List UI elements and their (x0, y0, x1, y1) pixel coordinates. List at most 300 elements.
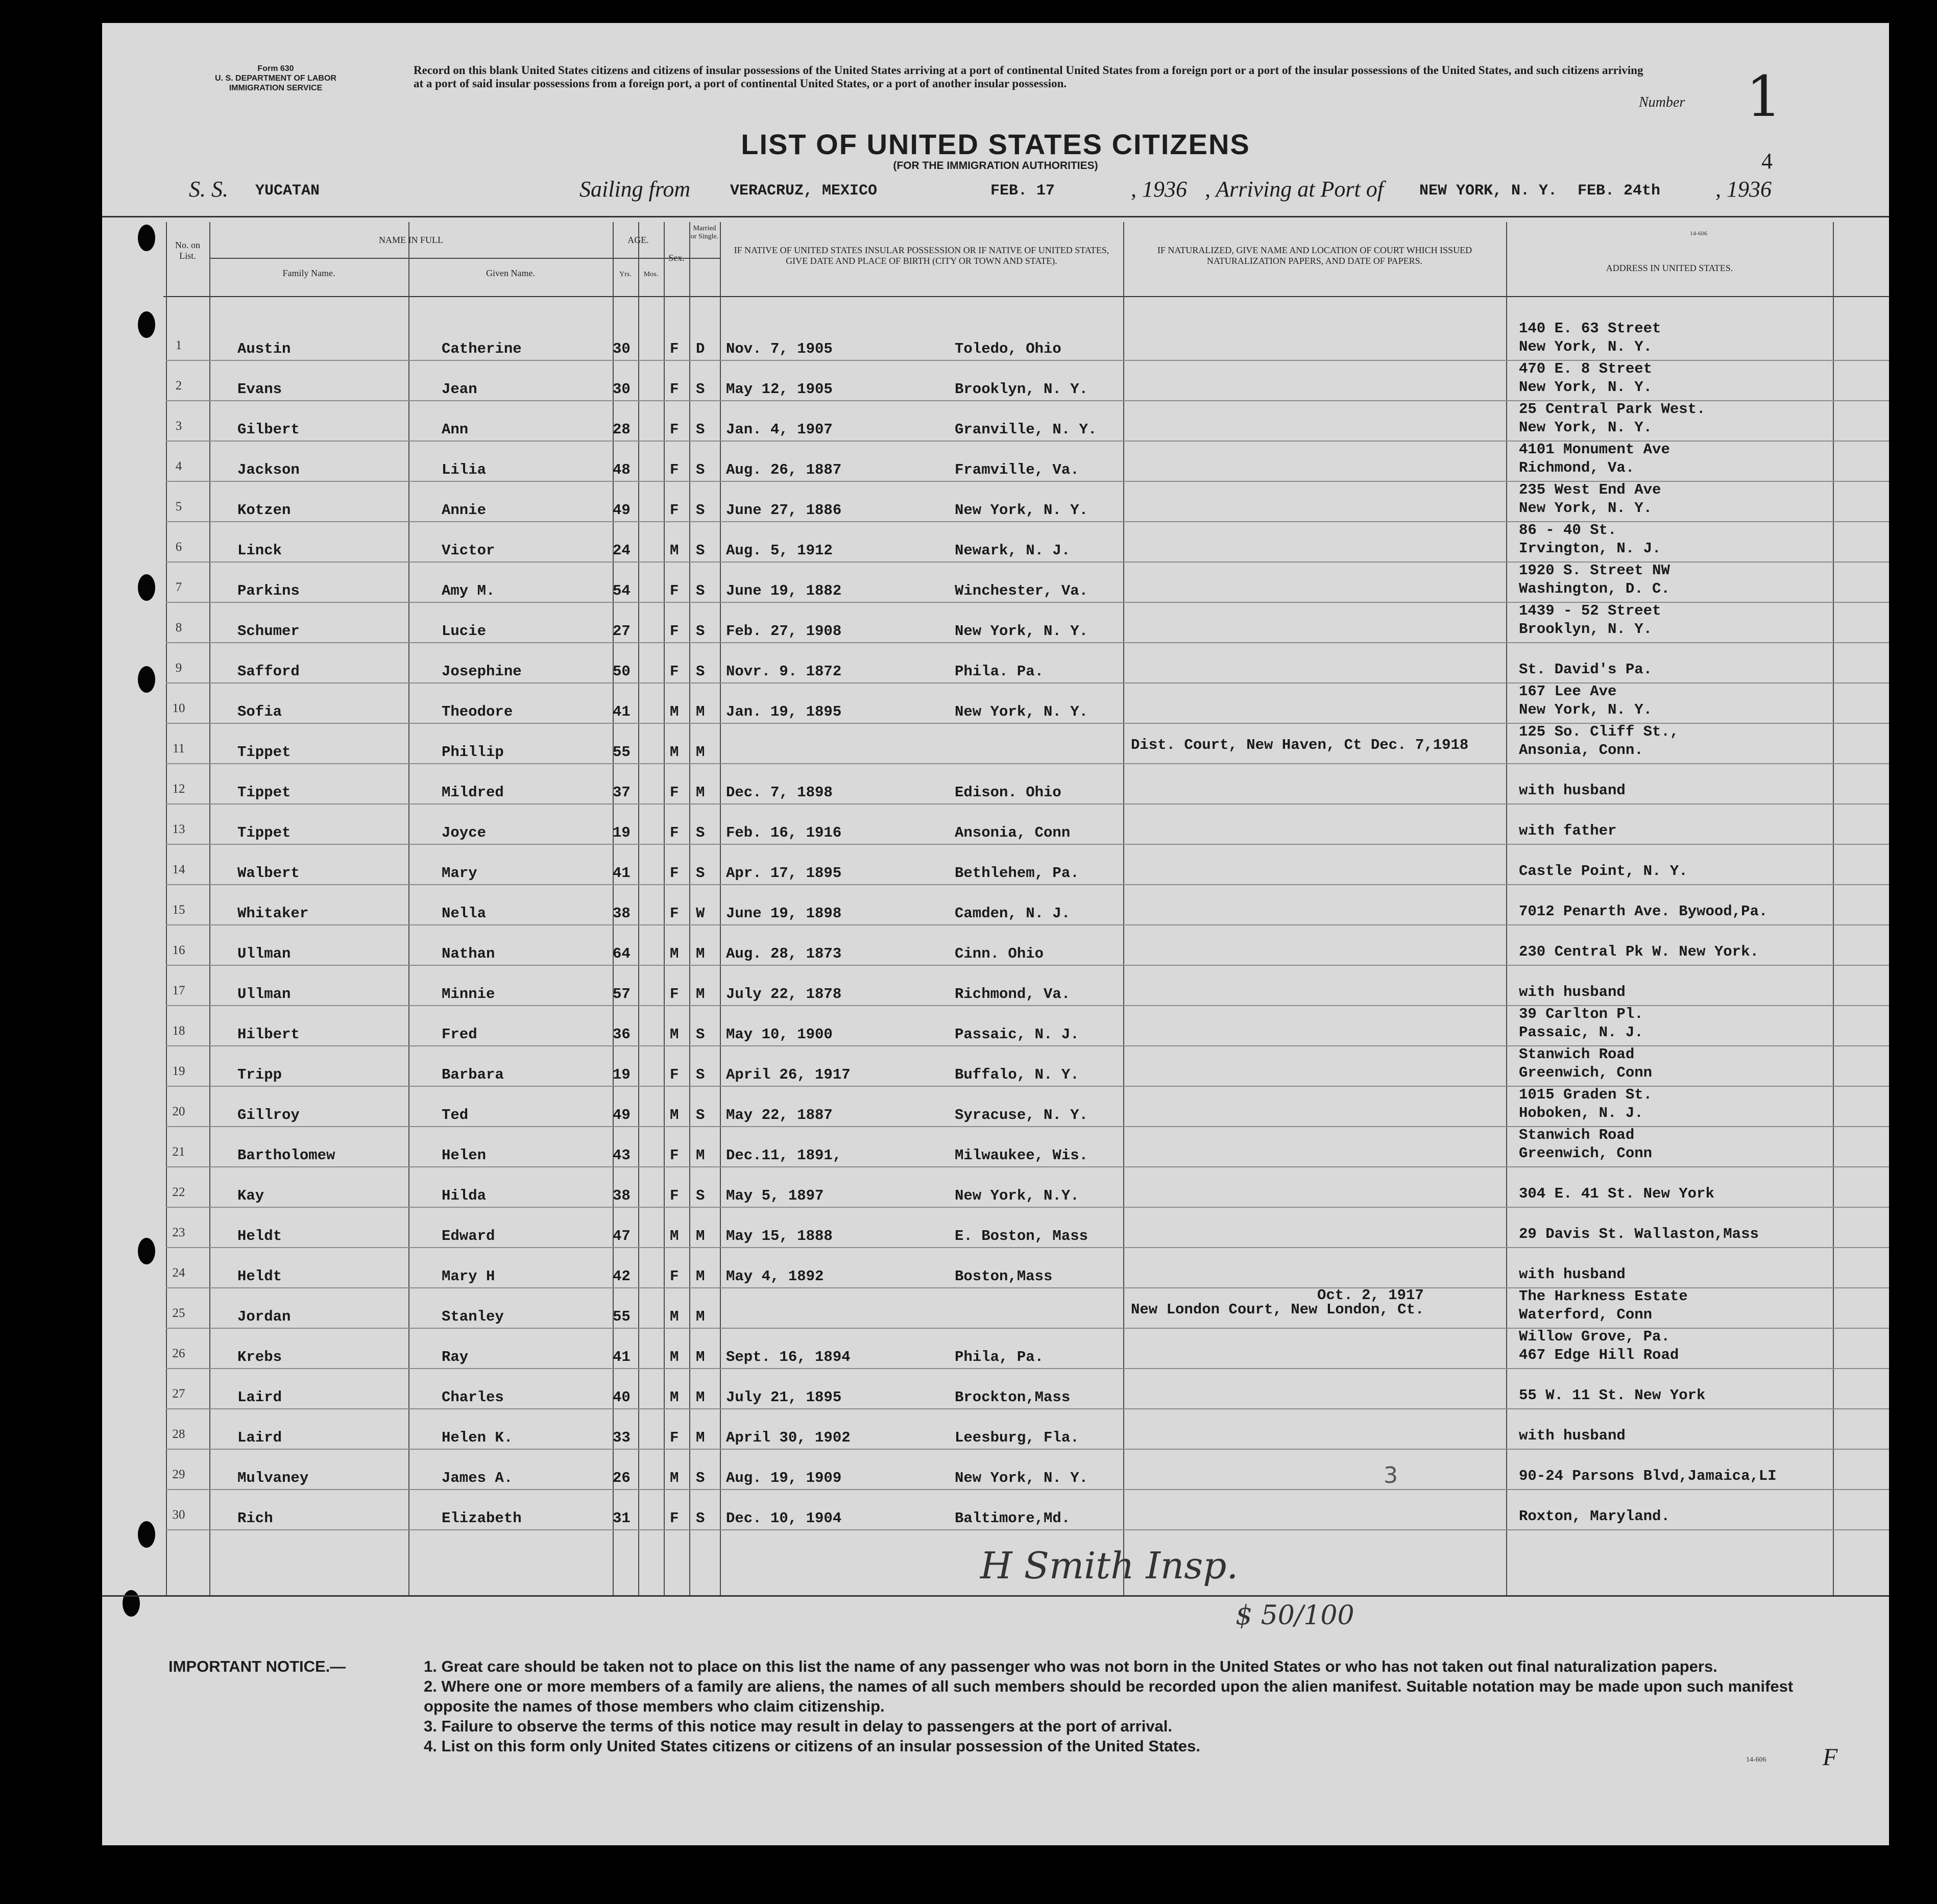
cell-place: Granville, N. Y. (955, 421, 1097, 438)
cell-sex: F (670, 623, 679, 640)
notice-item-3: 3. Failure to observe the terms of this notice may result in delay to passengers at the port of arrival. (424, 1717, 1173, 1735)
cell-addr2: Passaic, N. J. (1519, 1024, 1643, 1041)
cell-age: 50 (613, 663, 631, 680)
cell-given: Nathan (442, 945, 495, 962)
cell-date: Feb. 16, 1916 (726, 824, 842, 841)
cell-family: Jordan (237, 1308, 291, 1325)
cell-place: E. Boston, Mass (955, 1228, 1088, 1244)
cell-addr2: with husband (1519, 984, 1626, 1000)
cell-age: 41 (613, 1349, 631, 1365)
cell-addr2: Greenwich, Conn (1519, 1064, 1653, 1081)
cell-date: Apr. 17, 1895 (726, 865, 842, 882)
cell-addr2: Waterford, Conn (1519, 1306, 1653, 1323)
row-rule (166, 1489, 1889, 1490)
cell-given: Nella (442, 905, 487, 922)
cell-age: 37 (613, 784, 631, 801)
cell-no: 9 (175, 661, 182, 675)
cell-age: 28 (613, 421, 631, 438)
cell-no: 4 (175, 459, 182, 473)
cell-family: Rich (237, 1510, 273, 1527)
cell-age: 64 (613, 945, 631, 962)
cell-ms: S (696, 502, 705, 519)
cell-family: Tippet (237, 744, 291, 761)
cell-family: Kay (237, 1187, 264, 1204)
row-rule (166, 1368, 1889, 1369)
cell-family: Linck (237, 542, 282, 559)
cell-ms: S (696, 663, 705, 680)
cell-no: 12 (172, 782, 185, 796)
row-rule (166, 763, 1889, 764)
cell-place: Bethlehem, Pa. (955, 865, 1079, 882)
cell-family: Bartholomew (237, 1147, 335, 1164)
cell-sex: M (670, 542, 679, 559)
cell-no: 20 (172, 1105, 185, 1118)
cell-sex: F (670, 824, 679, 841)
row-rule (166, 924, 1889, 925)
arriving-date: FEB. 24th (1578, 182, 1661, 200)
punch-hole (138, 666, 155, 693)
cell-place: Buffalo, N. Y. (955, 1066, 1079, 1083)
cell-family: Krebs (237, 1349, 282, 1365)
cell-age: 43 (613, 1147, 631, 1164)
cell-sex: M (670, 703, 679, 720)
cell-ms: M (696, 1147, 705, 1164)
cell-age: 26 (613, 1470, 631, 1486)
cell-sex: M (670, 1308, 679, 1325)
cell-age: 24 (613, 542, 631, 559)
cell-place: Phila. Pa. (955, 663, 1044, 680)
page-title: LIST OF UNITED STATES CITIZENS (741, 128, 1250, 160)
cell-given: Jean (442, 381, 477, 398)
cell-place: Winchester, Va. (955, 582, 1088, 599)
inspector-signature: H Smith Insp. (980, 1544, 1239, 1587)
cell-date: April 30, 1902 (726, 1429, 851, 1446)
cell-family: Sofia (237, 703, 282, 720)
cell-family: Hilbert (237, 1026, 300, 1043)
table-top-rule (102, 216, 1889, 217)
cell-no: 29 (172, 1468, 185, 1481)
sailing-date: FEB. 17 (990, 182, 1055, 200)
cell-family: Schumer (237, 623, 300, 640)
cell-addr1: 86 - 40 St. (1519, 522, 1617, 539)
cell-no: 5 (175, 500, 182, 514)
row-rule (166, 642, 1889, 643)
cell-addr1: The Harkness Estate (1519, 1288, 1688, 1305)
cell-given: Josephine (442, 663, 522, 680)
cell-ms: S (696, 1066, 705, 1083)
cell-date: May 5, 1897 (726, 1187, 824, 1204)
row-rule (166, 1166, 1889, 1167)
cell-family: Laird (237, 1389, 282, 1406)
cell-place: Brockton,Mass (955, 1389, 1071, 1406)
cell-ms: S (696, 623, 705, 640)
col-header-age: AGE. (627, 235, 649, 245)
row-rule (166, 884, 1889, 885)
col-header-mos: Mos. (643, 271, 659, 278)
cell-place: Passaic, N. J. (955, 1026, 1079, 1043)
cell-place: Edison. Ohio (955, 784, 1061, 801)
cell-ms: M (696, 1268, 705, 1285)
cell-age: 30 (613, 340, 631, 357)
manifest-sheet (102, 23, 1889, 1845)
cell-ms: S (696, 1187, 705, 1204)
cell-age: 55 (613, 744, 631, 761)
cell-age: 41 (613, 865, 631, 882)
col-rule (209, 222, 210, 1595)
cell-date: Aug. 28, 1873 (726, 945, 842, 962)
cell-sex: F (670, 905, 679, 922)
cell-given: Fred (442, 1026, 477, 1043)
cell-nat-date: Oct. 2, 1917 (1317, 1287, 1424, 1304)
cell-place: New York, N. Y. (955, 502, 1088, 519)
cell-sex: F (670, 582, 679, 599)
cell-no: 25 (172, 1306, 185, 1320)
cell-addr2: New York, N. Y. (1519, 701, 1653, 718)
cell-addr1: Stanwich Road (1519, 1127, 1635, 1143)
cell-given: Victor (442, 542, 495, 559)
sailing-label: Sailing from (579, 177, 691, 202)
cell-sex: F (670, 461, 679, 478)
cell-family: Ullman (237, 986, 291, 1003)
cell-age: 30 (613, 381, 631, 398)
cell-sex: F (670, 1429, 679, 1446)
cell-addr1: 235 West End Ave (1519, 481, 1661, 498)
cell-given: Charles (442, 1389, 504, 1406)
cell-no: 8 (175, 621, 182, 634)
cell-no: 3 (175, 419, 182, 433)
row-rule (166, 1529, 1889, 1530)
cell-no: 23 (172, 1226, 185, 1239)
col-header-birth: IF NATIVE OF UNITED STATES INSULAR POSSESSION OR IF NATIVE OF UNITED STATES, GIVE DATE AND PLACE OF BIRTH (CITY OR TOWN AND STATE). (734, 245, 1109, 266)
cell-date: April 26, 1917 (726, 1066, 851, 1083)
cell-addr1: 1439 - 52 Street (1519, 602, 1661, 619)
cell-no: 10 (172, 701, 185, 715)
cell-ms: M (696, 1389, 705, 1406)
cell-sex: F (670, 1187, 679, 1204)
cell-addr1: 470 E. 8 Street (1519, 360, 1653, 377)
cell-family: Heldt (237, 1268, 282, 1285)
col-header-family: Family Name. (282, 268, 335, 278)
arriving-port: NEW YORK, N. Y. (1419, 182, 1558, 200)
cell-sex: M (670, 1389, 679, 1406)
cell-no: 1 (175, 338, 182, 352)
cell-family: Walbert (237, 865, 300, 882)
row-rule (166, 844, 1889, 845)
cell-family: Whitaker (237, 905, 309, 922)
cell-addr1: 25 Central Park West. (1519, 401, 1706, 418)
cell-given: Elizabeth (442, 1510, 522, 1527)
cell-ms: S (696, 1026, 705, 1043)
center-mark: 3 (1384, 1462, 1398, 1488)
cell-ms: M (696, 703, 705, 720)
notice-heading: IMPORTANT NOTICE.— (168, 1657, 346, 1675)
page-subtitle: (FOR THE IMMIGRATION AUTHORITIES) (893, 160, 1098, 172)
cell-addr2: Irvington, N. J. (1519, 540, 1661, 557)
cell-given: Mildred (442, 784, 504, 801)
cell-sex: M (670, 744, 679, 761)
cell-ms: S (696, 542, 705, 559)
form-number: Form 630 (257, 64, 294, 73)
cell-addr2: Brooklyn, N. Y. (1519, 621, 1653, 638)
cell-addr2: 304 E. 41 St. New York (1519, 1185, 1714, 1202)
cell-ms: M (696, 1429, 705, 1446)
punch-hole (138, 574, 155, 601)
cell-ms: M (696, 784, 705, 801)
cell-addr2: Richmond, Va. (1519, 459, 1635, 476)
col-rule (689, 222, 690, 1595)
cell-given: Ted (442, 1107, 469, 1124)
cell-sex: M (670, 1107, 679, 1124)
cell-sex: F (670, 865, 679, 882)
cell-place: Brooklyn, N. Y. (955, 381, 1088, 398)
cell-addr2: with father (1519, 822, 1617, 839)
cell-date: Feb. 27, 1908 (726, 623, 842, 640)
cell-date: June 19, 1882 (726, 582, 842, 599)
cell-age: 49 (613, 1107, 631, 1124)
cell-addr2: Ansonia, Conn. (1519, 742, 1643, 759)
col-header-sex: Sex. (668, 253, 685, 263)
cell-family: Kotzen (237, 502, 291, 519)
punch-hole (138, 311, 155, 338)
cell-place: Boston,Mass (955, 1268, 1053, 1285)
cell-addr2: 230 Central Pk W. New York. (1519, 943, 1759, 960)
cell-no: 2 (175, 379, 182, 393)
cell-sex: F (670, 986, 679, 1003)
cell-ms: D (696, 340, 705, 357)
cell-nat: New London Court, New London, Ct. (1131, 1301, 1424, 1318)
form-code: 14-606 (1746, 1756, 1766, 1764)
cell-ms: M (696, 986, 705, 1003)
cell-no: 16 (172, 943, 185, 957)
cell-ms: S (696, 1107, 705, 1124)
cell-addr2: Greenwich, Conn (1519, 1145, 1653, 1162)
cell-given: Theodore (442, 703, 513, 720)
cell-sex: F (670, 421, 679, 438)
cell-date: July 21, 1895 (726, 1389, 842, 1406)
cell-age: 33 (613, 1429, 631, 1446)
cell-date: Aug. 5, 1912 (726, 542, 833, 559)
punch-hole (138, 1521, 155, 1548)
row-rule (166, 682, 1889, 684)
col-header-yrs: Yrs. (619, 271, 632, 278)
cell-place: Toledo, Ohio (955, 340, 1061, 357)
cell-age: 54 (613, 582, 631, 599)
cell-age: 57 (613, 986, 631, 1003)
cell-sex: M (670, 1349, 679, 1365)
punch-hole (138, 1238, 155, 1264)
cell-age: 31 (613, 1510, 631, 1527)
cell-no: 19 (172, 1064, 185, 1078)
cell-ms: S (696, 461, 705, 478)
cell-date: Nov. 7, 1905 (726, 340, 833, 357)
punch-hole (138, 225, 155, 251)
cell-place: Leesburg, Fla. (955, 1429, 1079, 1446)
cell-nat: Dist. Court, New Haven, Ct Dec. 7,1918 (1131, 737, 1469, 753)
cell-addr1: 125 So. Cliff St., (1519, 723, 1679, 740)
cell-given: Minnie (442, 986, 495, 1003)
cell-addr2: New York, N. Y. (1519, 419, 1653, 436)
punch-hole (123, 1590, 140, 1617)
cell-given: Barbara (442, 1066, 504, 1083)
cell-given: Phillip (442, 744, 504, 761)
department: U. S. DEPARTMENT OF LABOR (215, 74, 336, 83)
cell-date: Dec. 10, 1904 (726, 1510, 842, 1527)
col-rule (408, 222, 409, 1595)
cell-ms: M (696, 945, 705, 962)
cell-age: 42 (613, 1268, 631, 1285)
cell-addr1: 1920 S. Street NW (1519, 562, 1670, 579)
col-header-naturalized: IF NATURALIZED, GIVE NAME AND LOCATION OF COURT WHICH ISSUED NATURALIZATION PAPERS, AND DATE OF PAPERS. (1157, 245, 1472, 266)
cell-sex: M (670, 1026, 679, 1043)
row-rule (166, 1207, 1889, 1208)
cell-no: 11 (172, 742, 185, 755)
cell-date: Dec. 7, 1898 (726, 784, 833, 801)
number-value: 1 (1746, 64, 1782, 129)
table-bottom-rule (102, 1595, 1889, 1597)
cell-family: Laird (237, 1429, 282, 1446)
col-rule (1506, 222, 1507, 1595)
cell-addr2: St. David's Pa. (1519, 661, 1653, 678)
cell-family: Austin (237, 340, 291, 357)
cell-addr1: 140 E. 63 Street (1519, 320, 1661, 337)
cell-ms: S (696, 865, 705, 882)
cell-age: 38 (613, 1187, 631, 1204)
cell-place: Ansonia, Conn (955, 824, 1071, 841)
cell-ms: M (696, 744, 705, 761)
cell-addr1: 1015 Graden St. (1519, 1086, 1653, 1103)
cell-addr2: Washington, D. C. (1519, 580, 1670, 597)
cell-place: New York, N.Y. (955, 1187, 1079, 1204)
cell-place: Framville, Va. (955, 461, 1079, 478)
cell-age: 49 (613, 502, 631, 519)
cell-sex: F (670, 1268, 679, 1285)
cell-age: 19 (613, 1066, 631, 1083)
notice-item-1: 1. Great care should be taken not to place on this list the name of any passenger who was not born in the United States or who has not taken out final naturalization papers. (424, 1657, 1717, 1675)
cell-family: Tripp (237, 1066, 282, 1083)
cell-ms: M (696, 1349, 705, 1365)
cell-given: Joyce (442, 824, 487, 841)
cell-given: Helen K. (442, 1429, 513, 1446)
cell-family: Gillroy (237, 1107, 300, 1124)
ship-name: YUCATAN (255, 182, 320, 200)
cell-date: May 4, 1892 (726, 1268, 824, 1285)
sailing-year: , 1936 (1131, 177, 1187, 202)
cell-no: 24 (172, 1266, 185, 1280)
cell-given: Lilia (442, 461, 487, 478)
cell-ms: S (696, 381, 705, 398)
cell-no: 28 (172, 1427, 185, 1441)
cell-place: Phila, Pa. (955, 1349, 1044, 1365)
cell-date: Novr. 9. 1872 (726, 663, 842, 680)
cell-given: Mary H (442, 1268, 495, 1285)
cell-given: Stanley (442, 1308, 504, 1325)
cell-given: Edward (442, 1228, 495, 1244)
cell-family: Jackson (237, 461, 300, 478)
cell-place: Richmond, Va. (955, 986, 1071, 1003)
number-label: Number (1639, 94, 1685, 110)
cell-family: Tippet (237, 824, 291, 841)
cell-given: Hilda (442, 1187, 487, 1204)
cell-sex: F (670, 784, 679, 801)
cell-ms: M (696, 1308, 705, 1325)
corner-mark: F (1823, 1744, 1838, 1771)
cell-ms: W (696, 905, 705, 922)
cell-date: May 15, 1888 (726, 1228, 833, 1244)
cell-no: 30 (172, 1508, 185, 1522)
cell-addr2: Roxton, Maryland. (1519, 1508, 1670, 1525)
cell-no: 17 (172, 984, 185, 997)
cell-addr2: 90-24 Parsons Blvd,Jamaica,LI (1519, 1468, 1777, 1484)
cell-given: Helen (442, 1147, 487, 1164)
cell-addr2: 29 Davis St. Wallaston,Mass (1519, 1226, 1759, 1242)
cell-place: Syracuse, N. Y. (955, 1107, 1088, 1124)
cell-age: 47 (613, 1228, 631, 1244)
cell-sex: F (670, 1510, 679, 1527)
arriving-label: , Arriving at Port of (1205, 177, 1384, 202)
form-code-top: 14-606 (1690, 230, 1707, 237)
col-header-given: Given Name. (486, 268, 535, 278)
cell-no: 6 (175, 540, 182, 554)
col-rule (720, 222, 721, 1595)
page-mark: 4 (1761, 149, 1773, 174)
row-rule (166, 965, 1889, 966)
cell-age: 38 (613, 905, 631, 922)
cell-date: May 12, 1905 (726, 381, 833, 398)
col-rule (1833, 222, 1834, 1595)
cell-date: Jan. 19, 1895 (726, 703, 842, 720)
cell-addr2: Hoboken, N. J. (1519, 1105, 1643, 1121)
cell-family: Tippet (237, 784, 291, 801)
col-rule (1123, 222, 1124, 1595)
cell-given: Ann (442, 421, 469, 438)
cell-ms: S (696, 582, 705, 599)
cell-sex: M (670, 1470, 679, 1486)
arriving-year: , 1936 (1715, 177, 1772, 202)
notice-item-2: 2. Where one or more members of a family are aliens, the names of all such members should be recorded upon the alien manifest. Suitable notation may be made upon such manifest opposite the names of those members who claim citizenship. (424, 1677, 1794, 1715)
service: IMMIGRATION SERVICE (229, 84, 323, 92)
cell-place: Newark, N. J. (955, 542, 1071, 559)
cell-addr2: with husband (1519, 782, 1626, 799)
row-rule (166, 1408, 1889, 1409)
col-rule (638, 222, 639, 1595)
cell-family: Mulvaney (237, 1470, 309, 1486)
notice-item-4: 4. List on this form only United States citizens or citizens of an insular possession of the United States. (424, 1737, 1200, 1755)
cell-ms: S (696, 1510, 705, 1527)
cell-age: 55 (613, 1308, 631, 1325)
col-header-name: NAME IN FULL (379, 235, 443, 245)
cell-given: Lucie (442, 623, 487, 640)
cell-age: 41 (613, 703, 631, 720)
cell-place: Baltimore,Md. (955, 1510, 1071, 1527)
col-rule (664, 222, 665, 1595)
preamble-text: Record on this blank United States citizens and citizens of insular possessions of the United States arriving at a port of continental United States from a foreign port or a port of the insular possessions of the United States, and such citizens arriving at a port of said insular possessions from a foreign port, a port of continental United States, or a port of another insular possession. (414, 64, 1643, 90)
cell-addr1: 167 Lee Ave (1519, 683, 1617, 700)
cell-age: 36 (613, 1026, 631, 1043)
cell-age: 48 (613, 461, 631, 478)
cell-no: 15 (172, 903, 185, 917)
cell-sex: F (670, 381, 679, 398)
cell-date: Jan. 4, 1907 (726, 421, 833, 438)
cell-given: Catherine (442, 340, 522, 357)
row-rule (166, 803, 1889, 804)
cell-addr1: 39 Carlton Pl. (1519, 1006, 1643, 1022)
cell-given: Amy M. (442, 582, 495, 599)
cell-date: July 22, 1878 (726, 986, 842, 1003)
col-header-address: ADDRESS IN UNITED STATES. (1606, 263, 1733, 273)
col-header-no: No. on List. (175, 240, 200, 261)
cell-no: 18 (172, 1024, 185, 1038)
cell-addr2: with husband (1519, 1266, 1626, 1283)
